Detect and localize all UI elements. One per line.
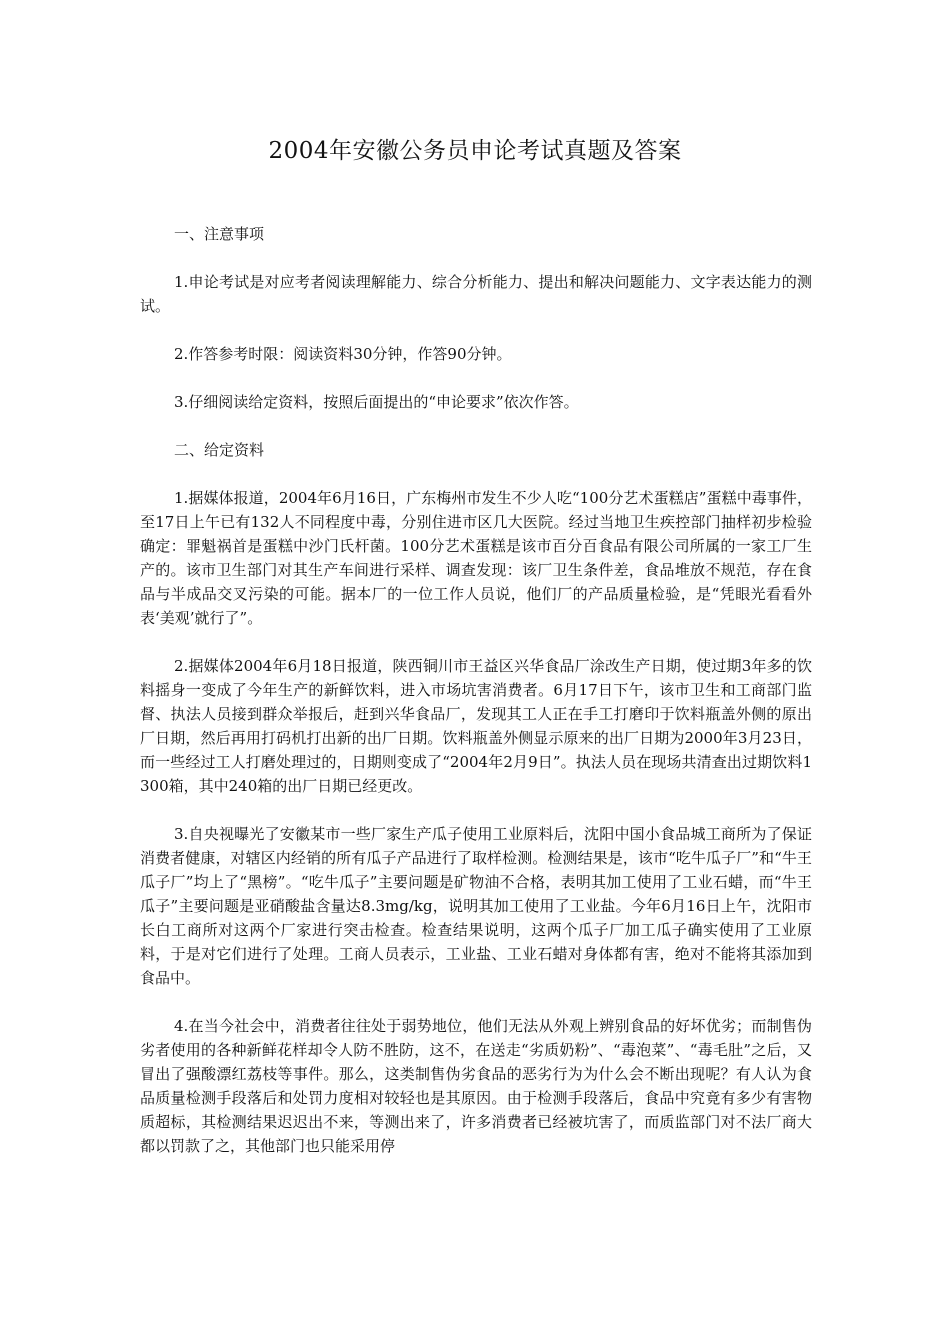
document-title: 2004年安徽公务员申论考试真题及答案 — [268, 138, 682, 164]
note-item: 1.申论考试是对应考者阅读理解能力、综合分析能力、提出和解决问题能力、文字表达能力的测试。 — [140, 273, 812, 315]
material-paragraph: 2.据媒体2004年6月18日报道，陕西铜川市王益区兴华食品厂涂改生产日期，使过期3年多的饮料摇身一变成了今年生产的新鲜饮料，进入市场坑害消费者。6月17日下午，该市卫生和工商部门监督、执法人员接到群众举报后，赶到兴华食品厂，发现其工人正在手工打磨印于饮料瓶盖外侧的原出厂日期，然后再用打码机打出新的出厂日期。饮料瓶盖外侧显示原来的出厂日期为2000年3月23日，而一些经过工人打磨处理过的，日期则变成了“2004年2月9日”。执法人员在现场共清查出过期饮料1300箱，其中240箱的出厂日期已经更改。 — [140, 657, 812, 795]
material-paragraph: 4.在当今社会中，消费者往往处于弱势地位，他们无法从外观上辨别食品的好坏优劣；而制售伪劣者使用的各种新鲜花样却令人防不胜防，这不，在送走“劣质奶粉”、“毒泡菜”、“毒毛肚”之后，又冒出了强酸漂红荔枝等事件。那么，这类制售伪劣食品的恶劣行为为什么会不断出现呢？有人认为食品质量检测手段落后和处罚力度相对较轻也是其原因。由于检测手段落后，食品中究竟有多少有害物质超标，其检测结果迟迟出不来，等测出来了，许多消费者已经被坑害了，而质监部门对不法厂商大都以罚款了之，其他部门也只能采用停 — [140, 1017, 812, 1155]
note-item: 3.仔细阅读给定资料，按照后面提出的“申论要求”依次作答。 — [174, 393, 579, 411]
section-heading-materials: 二、给定资料 — [174, 441, 265, 459]
material-paragraph: 1.据媒体报道，2004年6月16日，广东梅州市发生不少人吃“100分艺术蛋糕店”蛋糕中毒事件，至17日上午已有132人不同程度中毒，分别住进市区几大医院。经过当地卫生疾控部门抽样初步检验确定：罪魁祸首是蛋糕中沙门氏杆菌。100分艺术蛋糕是该市百分百食品有限公司所属的一家工厂生产的。该市卫生部门对其生产车间进行采样、调查发现：该厂卫生条件差，食品堆放不规范，存在食品与半成品交叉污染的可能。据本厂的一位工作人员说，他们厂的产品质量检验，是“凭眼光看看外表‘美观’就行了”。 — [140, 489, 812, 627]
note-item: 2.作答参考时限：阅读资料30分钟，作答90分钟。 — [174, 345, 512, 363]
document-body — [140, 222, 812, 1182]
section-heading-notes: 一、注意事项 — [174, 225, 265, 243]
material-paragraph: 3.自央视曝光了安徽某市一些厂家生产瓜子使用工业原料后，沈阳中国小食品城工商所为了保证消费者健康，对辖区内经销的所有瓜子产品进行了取样检测。检测结果是，该市“吃牛瓜子厂”和“牛王瓜子厂”均上了“黑榜”。“吃牛瓜子”主要问题是矿物油不合格，表明其加工使用了工业石蜡，而“牛王瓜子”主要问题是亚硝酸盐含量达8.3mg/kg，说明其加工使用了工业盐。今年6月16日上午，沈阳市长白工商所对这两个厂家进行突击检查。检查结果说明，这两个瓜子厂加工瓜子确实使用了工业原料，于是对它们进行了处理。工商人员表示，工业盐、工业石蜡对身体都有害，绝对不能将其添加到食品中。 — [140, 825, 812, 987]
